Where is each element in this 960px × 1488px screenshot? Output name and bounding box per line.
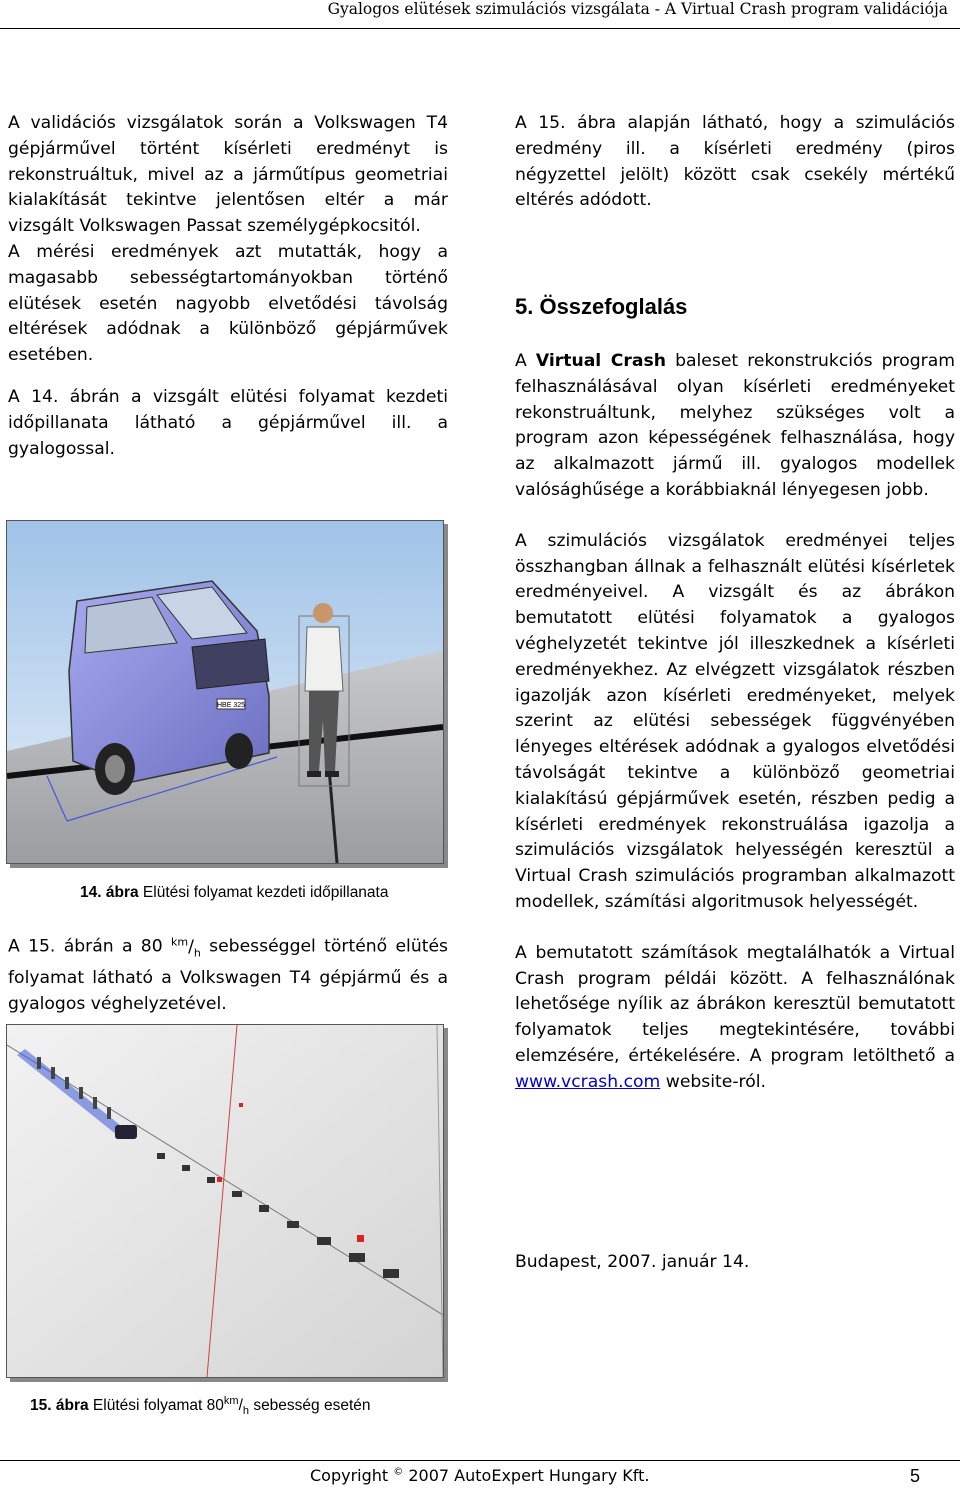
paragraph-download: A bemutatott számítások megtalálhatók a Virtual Crash program példái között. A felhasználónak lehetősége nyílik az ábrákon keresztül bemutatott folyamatok teljes megtekintésére, további elemzésére, értékelésére. A program letölthető a www.vcrash.com website-ról. — [515, 942, 955, 1092]
paragraph-summary: A Virtual Crash baleset rekonstrukciós program felhasználásával olyan kísérleti eredményeket rekonstruáltunk, melyhez szükséges volt a program azon képességének felhasználása, hogy az alkalmazott jármű ill. gyalogos modellek valósághűsége a korábbiaknál lényegesen jobb. — [515, 351, 956, 500]
date-line: Budapest, 2007. január 14. — [515, 1252, 750, 1272]
paragraph-results: A szimulációs vizsgálatok eredményei teljes összhangban állnak a felhasznált elütési kísérletek eredményeivel. A vizsgált és az ábrákon bemutatott elütési folyamatok a gyalogos véghelyzetét tekintve jól illeszkednek a kísérleti eredményekhez. Az elvégzett vizsgálatok részben igazolják azon kísérleti eredményeket, melyek szerint az elütési sebességek függvényében lényeges eltérések adódnak a gyalogos elvetődési távolságát tekintve a különböző geometriai kialakítású gépjárművek esetén, részben pedig a kísérleti eredmények rekonstruálása igazolja a szimulációs vizsgálatok helyességén keresztül a Virtual Crash szimulációs programban alkalmazott modellek, számítási algoritmusok helyességét. — [515, 530, 955, 912]
license-plate: HBE 325 — [216, 702, 246, 709]
left-column-top — [8, 111, 448, 462]
page-number: 5 — [909, 1466, 920, 1486]
paragraph-measurement: A mérési eredmények azt mutatták, hogy a magasabb sebességtartományokban történő elütések esetén nagyobb elvetődési távolság eltérések adódnak a különböző gépjárművek esetében. — [8, 241, 448, 366]
paragraph-validation: A validációs vizsgálatok során a Volkswagen T4 gépjárművel történt kísérleti eredményt is rekonstruáltuk, mivel az a járműtípus geometriai kialakítását tekintve jelentősen eltér a már vizsgált Volkswagen Passat személygépkocsitól. — [8, 113, 448, 237]
figure-14-number: 14. ábra — [80, 884, 139, 901]
vcrash-link[interactable]: www.vcrash.com — [515, 1071, 661, 1092]
figure-14-caption-text: Elütési folyamat kezdeti időpillanata — [142, 884, 389, 901]
header-rule — [0, 28, 960, 29]
figure-15-image — [6, 1024, 444, 1378]
experiment-marker — [357, 1235, 364, 1242]
running-header: Gyalogos elütések szimulációs vizsgálata - A Virtual Crash program validációja — [327, 0, 948, 18]
figure-14-caption — [80, 884, 388, 902]
fig15-ref-text-a: A 15. ábrán a 80 — [8, 936, 163, 957]
fig15-ref-unit: $^{km}/_h$ — [170, 935, 201, 960]
paragraph-fig15-result: A 15. ábra alapján látható, hogy a szimulációs eredmény ill. a kísérleti eredmény (piros négyzettel jelölt) között csak csekély mértékű eltérés adódott. — [515, 113, 955, 211]
fig15-ref-text-b: sebességgel történő elütés folyamat látható a Volkswagen T4 gépjármű és a gyalogos véghelyzetével. — [8, 936, 448, 1014]
figure-14-image — [6, 520, 444, 864]
figure-15-caption-a: Elütési folyamat 80 — [92, 1397, 224, 1415]
right-column-top — [515, 111, 955, 214]
figure-15-caption-b: sebesség esetén — [253, 1397, 371, 1415]
figure-15-number: 15. ábra — [30, 1397, 89, 1415]
paragraph-fig15-ref — [8, 929, 448, 1018]
program-name: Virtual Crash — [535, 351, 666, 371]
left-column-bottom — [8, 929, 448, 1018]
figure-14-render — [7, 521, 443, 863]
figure-15-caption: 15. ábra Elütési folyamat $80^{km}/_h$ sebesség esetén — [30, 1395, 371, 1418]
footer-copyright: Copyright © 2007 AutoExpert Hungary Kft. — [310, 1466, 650, 1485]
figure-15-render — [7, 1025, 443, 1377]
paragraph-fig14-ref: A 14. ábrán a vizsgált elütési folyamat kezdeti időpillanata látható a gépjárművel ill. a gyalogossal. — [8, 386, 448, 459]
right-column-main — [515, 349, 955, 1096]
footer-rule — [0, 1460, 960, 1461]
section-heading: 5. Összefoglalás — [515, 294, 688, 319]
van-model — [69, 581, 269, 795]
